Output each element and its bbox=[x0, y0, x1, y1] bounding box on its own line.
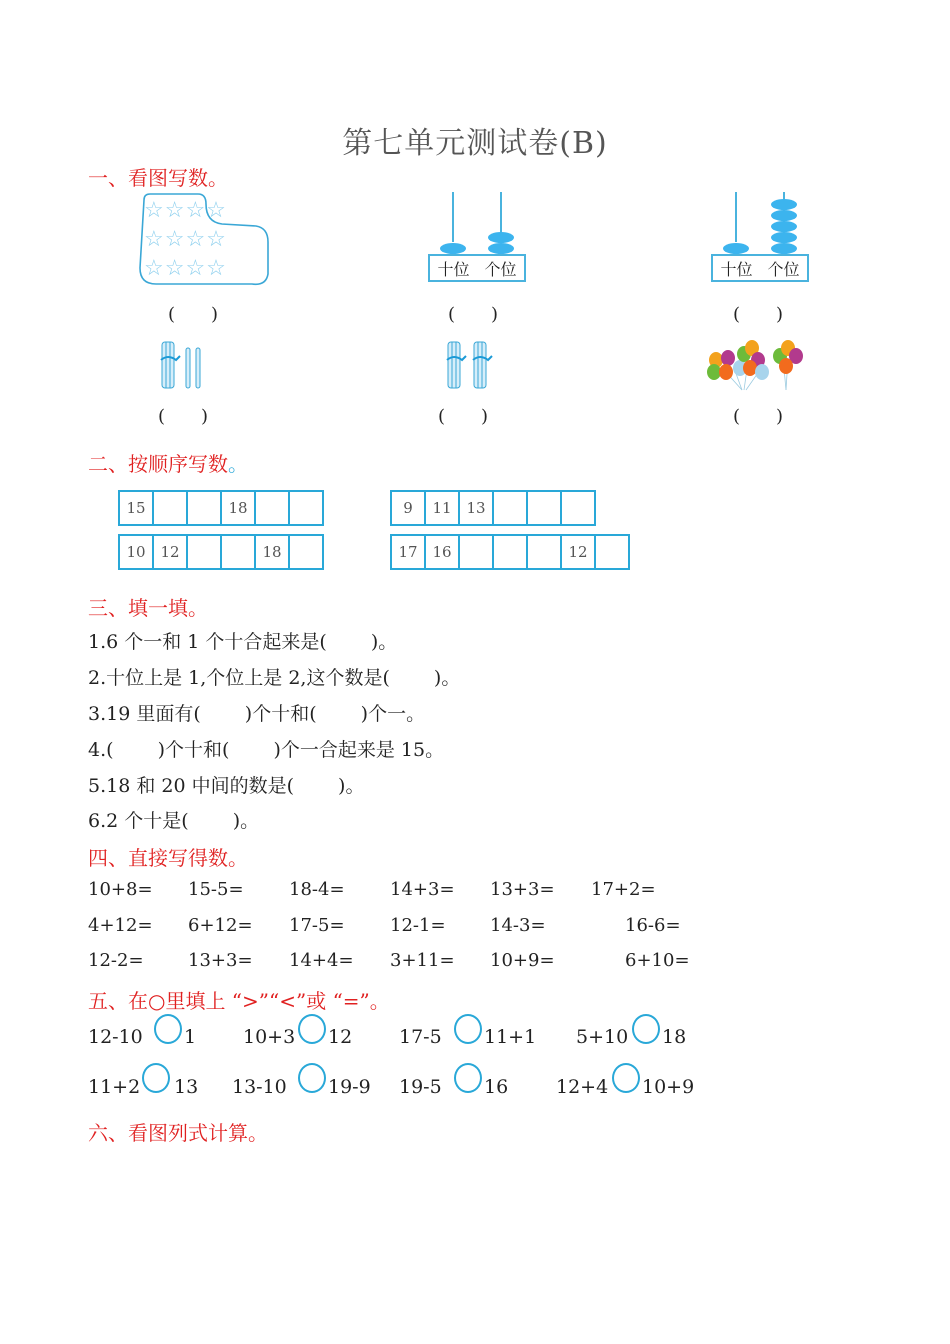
compare-left: 12-10 bbox=[88, 1026, 143, 1048]
sequence-cell: 18 bbox=[256, 534, 290, 570]
fill-question-6: 6.2 个十是( )。 bbox=[88, 810, 260, 832]
calc-item: 13+3= bbox=[490, 879, 555, 900]
calc-item: 6+12= bbox=[188, 915, 253, 936]
sequence-row-2 bbox=[118, 534, 324, 570]
stick-bundle-icon bbox=[160, 340, 220, 392]
tens-rod bbox=[735, 192, 737, 242]
answer-blank-1[interactable]: ( ) bbox=[168, 304, 219, 325]
abacus-12 bbox=[428, 192, 526, 282]
calc-item: 17-5= bbox=[289, 915, 345, 936]
sequence-cell: 13 bbox=[460, 490, 494, 526]
answer-blank-6[interactable]: ( ) bbox=[733, 406, 784, 427]
compare-circle[interactable] bbox=[154, 1014, 182, 1044]
section-2-heading: 二、按顺序写数。 bbox=[88, 452, 248, 476]
answer-blank-4[interactable]: ( ) bbox=[158, 406, 209, 427]
sequence-blank[interactable] bbox=[494, 490, 528, 526]
calc-item: 17+2= bbox=[591, 879, 656, 900]
compare-right: 18 bbox=[662, 1026, 687, 1048]
compare-right: 16 bbox=[484, 1076, 509, 1098]
compare-right: 11+1 bbox=[484, 1026, 537, 1048]
sequence-blank[interactable] bbox=[528, 490, 562, 526]
sequence-blank[interactable] bbox=[562, 490, 596, 526]
page-title: 第七单元测试卷(B) bbox=[342, 126, 608, 161]
section-3-heading: 三、填一填。 bbox=[88, 596, 208, 620]
calc-item: 14-3= bbox=[490, 915, 546, 936]
fill-question-3: 3.19 里面有( )个十和( )个一。 bbox=[88, 703, 426, 725]
calc-item: 10+8= bbox=[88, 879, 153, 900]
compare-circle[interactable] bbox=[142, 1063, 170, 1093]
tens-label: 十位 bbox=[437, 259, 470, 279]
compare-circle[interactable] bbox=[632, 1014, 660, 1044]
compare-right: 19-9 bbox=[328, 1076, 371, 1098]
calc-item: 14+3= bbox=[390, 879, 455, 900]
sequence-blank[interactable] bbox=[256, 490, 290, 526]
sequence-cell: 10 bbox=[120, 534, 154, 570]
compare-left: 10+3 bbox=[243, 1026, 296, 1048]
tens-rod bbox=[452, 192, 454, 242]
sequence-blank[interactable] bbox=[188, 534, 222, 570]
calc-item: 18-4= bbox=[289, 879, 345, 900]
answer-blank-3[interactable]: ( ) bbox=[733, 304, 784, 325]
bead-icon bbox=[723, 243, 749, 254]
sequence-blank[interactable] bbox=[188, 490, 222, 526]
answer-blank-2[interactable]: ( ) bbox=[448, 304, 499, 325]
compare-right: 1 bbox=[184, 1026, 197, 1048]
sequence-cell: 15 bbox=[120, 490, 154, 526]
balloons-picture bbox=[704, 340, 804, 396]
calc-item: 10+9= bbox=[490, 950, 555, 971]
bead-icon bbox=[771, 221, 797, 232]
sequence-blank[interactable] bbox=[494, 534, 528, 570]
bead-icon bbox=[771, 210, 797, 221]
sequence-blank[interactable] bbox=[528, 534, 562, 570]
bead-icon bbox=[488, 232, 514, 243]
sequence-cell: 18 bbox=[222, 490, 256, 526]
sticks-20 bbox=[446, 340, 506, 392]
place-value-labels bbox=[428, 254, 526, 282]
compare-left: 17-5 bbox=[399, 1026, 442, 1048]
sequence-cell: 12 bbox=[154, 534, 188, 570]
compare-left: 19-5 bbox=[399, 1076, 442, 1098]
sequence-row-4 bbox=[390, 534, 630, 570]
calc-item: 12-2= bbox=[88, 950, 144, 971]
stars-picture bbox=[136, 192, 272, 288]
abacus-15 bbox=[711, 192, 809, 282]
section-5-heading: 五、在○里填上 “>”“<”或 “=”。 bbox=[88, 989, 390, 1013]
sequence-blank[interactable] bbox=[290, 490, 324, 526]
fill-question-4: 4.( )个十和( )个一合起来是 15。 bbox=[88, 739, 445, 761]
tens-label: 十位 bbox=[720, 259, 753, 279]
answer-blank-5[interactable]: ( ) bbox=[438, 406, 489, 427]
section-6-heading: 六、看图列式计算。 bbox=[88, 1121, 268, 1145]
calc-item: 4+12= bbox=[88, 915, 153, 936]
fill-question-5: 5.18 和 20 中间的数是( )。 bbox=[88, 775, 365, 797]
stick-bundle-icon bbox=[446, 340, 506, 392]
calc-item: 15-5= bbox=[188, 879, 244, 900]
section-4-heading: 四、直接写得数。 bbox=[88, 846, 248, 870]
bead-icon bbox=[771, 232, 797, 243]
compare-circle[interactable] bbox=[454, 1014, 482, 1044]
balloons-icon bbox=[704, 340, 804, 396]
compare-circle[interactable] bbox=[454, 1063, 482, 1093]
sequence-blank[interactable] bbox=[290, 534, 324, 570]
compare-left: 11+2 bbox=[88, 1076, 141, 1098]
calc-item: 3+11= bbox=[390, 950, 455, 971]
sequence-cell: 11 bbox=[426, 490, 460, 526]
calc-item: 12-1= bbox=[390, 915, 446, 936]
bead-icon bbox=[488, 243, 514, 254]
compare-left: 13-10 bbox=[232, 1076, 287, 1098]
fill-question-1: 1.6 个一和 1 个十合起来是( )。 bbox=[88, 631, 398, 653]
sequence-cell: 12 bbox=[562, 534, 596, 570]
place-value-labels bbox=[711, 254, 809, 282]
sequence-blank[interactable] bbox=[596, 534, 630, 570]
bead-icon bbox=[771, 243, 797, 254]
compare-right: 13 bbox=[174, 1076, 199, 1098]
section-1-heading: 一、看图写数。 bbox=[88, 166, 228, 190]
sticks-12 bbox=[160, 340, 220, 392]
calc-item: 6+10= bbox=[625, 950, 690, 971]
calc-item: 13+3= bbox=[188, 950, 253, 971]
bead-icon bbox=[440, 243, 466, 254]
calc-item: 14+4= bbox=[289, 950, 354, 971]
bead-icon bbox=[771, 199, 797, 210]
stars-icon: ☆☆☆☆ ☆☆☆☆ ☆☆☆☆ bbox=[144, 198, 227, 281]
sequence-blank[interactable] bbox=[460, 534, 494, 570]
compare-right: 12 bbox=[328, 1026, 353, 1048]
fill-question-2: 2.十位上是 1,个位上是 2,这个数是( )。 bbox=[88, 667, 461, 689]
compare-circle[interactable] bbox=[298, 1063, 326, 1093]
compare-left: 5+10 bbox=[576, 1026, 629, 1048]
ones-label: 个位 bbox=[484, 259, 517, 279]
ones-label: 个位 bbox=[767, 259, 800, 279]
calc-item: 16-6= bbox=[625, 915, 681, 936]
compare-circle[interactable] bbox=[612, 1063, 640, 1093]
sequence-blank[interactable] bbox=[222, 534, 256, 570]
sequence-row-1 bbox=[118, 490, 324, 526]
sequence-cell: 16 bbox=[426, 534, 460, 570]
sequence-blank[interactable] bbox=[154, 490, 188, 526]
sequence-cell: 17 bbox=[392, 534, 426, 570]
sequence-cell: 9 bbox=[392, 490, 426, 526]
sequence-row-3 bbox=[390, 490, 596, 526]
compare-left: 12+4 bbox=[556, 1076, 609, 1098]
compare-circle[interactable] bbox=[298, 1014, 326, 1044]
compare-right: 10+9 bbox=[642, 1076, 695, 1098]
